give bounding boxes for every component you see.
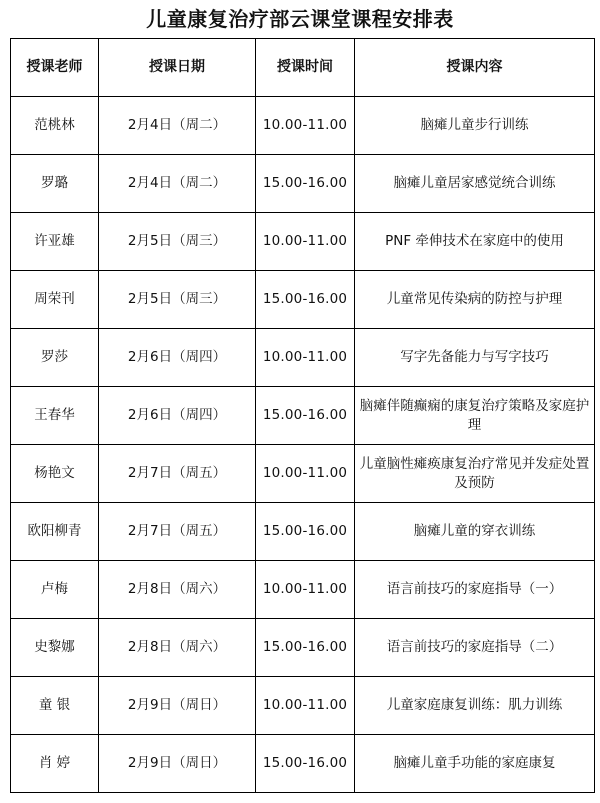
content-cell: 脑瘫儿童居家感觉统合训练 <box>355 155 595 213</box>
teacher-cell: 罗莎 <box>11 329 99 387</box>
table-row <box>11 155 595 213</box>
table-row <box>11 213 595 271</box>
table-row <box>11 329 595 387</box>
time-cell: 15.00-16.00 <box>256 503 355 561</box>
content-cell: 脑瘫儿童步行训练 <box>355 97 595 155</box>
teacher-cell: 卢梅 <box>11 561 99 619</box>
time-cell: 15.00-16.00 <box>256 271 355 329</box>
content-cell: 儿童脑性瘫痪康复治疗常见并发症处置及预防 <box>355 445 595 503</box>
date-cell: 2月7日（周五） <box>99 445 256 503</box>
date-cell: 2月9日（周日） <box>99 677 256 735</box>
table-row <box>11 445 595 503</box>
table-row <box>11 561 595 619</box>
date-cell: 2月6日（周四） <box>99 329 256 387</box>
teacher-cell: 肖 婷 <box>11 735 99 793</box>
time-cell: 15.00-16.00 <box>256 619 355 677</box>
date-cell: 2月5日（周三） <box>99 271 256 329</box>
date-cell: 2月6日（周四） <box>99 387 256 445</box>
teacher-cell: 童 银 <box>11 677 99 735</box>
table-row <box>11 97 595 155</box>
time-cell: 10.00-11.00 <box>256 445 355 503</box>
table-row <box>11 619 595 677</box>
date-cell: 2月8日（周六） <box>99 619 256 677</box>
time-cell: 10.00-11.00 <box>256 561 355 619</box>
teacher-cell: 杨艳文 <box>11 445 99 503</box>
header-content: 授课内容 <box>355 39 595 97</box>
schedule-table <box>10 38 595 793</box>
header-row <box>11 39 595 97</box>
date-cell: 2月5日（周三） <box>99 213 256 271</box>
teacher-cell: 罗璐 <box>11 155 99 213</box>
content-cell: 脑瘫儿童的穿衣训练 <box>355 503 595 561</box>
date-cell: 2月8日（周六） <box>99 561 256 619</box>
date-cell: 2月9日（周日） <box>99 735 256 793</box>
content-cell: 语言前技巧的家庭指导（二） <box>355 619 595 677</box>
time-cell: 15.00-16.00 <box>256 387 355 445</box>
teacher-cell: 欧阳柳青 <box>11 503 99 561</box>
teacher-cell: 许亚雄 <box>11 213 99 271</box>
time-cell: 15.00-16.00 <box>256 155 355 213</box>
time-cell: 10.00-11.00 <box>256 213 355 271</box>
teacher-cell: 王春华 <box>11 387 99 445</box>
teacher-cell: 周荣刊 <box>11 271 99 329</box>
content-cell: 脑瘫伴随癫痫的康复治疗策略及家庭护理 <box>355 387 595 445</box>
table-row <box>11 271 595 329</box>
header-date: 授课日期 <box>99 39 256 97</box>
date-cell: 2月4日（周二） <box>99 97 256 155</box>
time-cell: 10.00-11.00 <box>256 97 355 155</box>
page-title: 儿童康复治疗部云课堂课程安排表 <box>146 7 454 31</box>
content-cell: 脑瘫儿童手功能的家庭康复 <box>355 735 595 793</box>
time-cell: 15.00-16.00 <box>256 735 355 793</box>
table-row <box>11 735 595 793</box>
content-cell: PNF 牵伸技术在家庭中的使用 <box>355 213 595 271</box>
content-cell: 语言前技巧的家庭指导（一） <box>355 561 595 619</box>
teacher-cell: 范桃林 <box>11 97 99 155</box>
table-row <box>11 387 595 445</box>
time-cell: 10.00-11.00 <box>256 329 355 387</box>
header-teacher: 授课老师 <box>11 39 99 97</box>
content-cell: 儿童家庭康复训练：肌力训练 <box>355 677 595 735</box>
time-cell: 10.00-11.00 <box>256 677 355 735</box>
table-row <box>11 503 595 561</box>
teacher-cell: 史黎娜 <box>11 619 99 677</box>
date-cell: 2月7日（周五） <box>99 503 256 561</box>
table-row <box>11 677 595 735</box>
content-cell: 写字先备能力与写字技巧 <box>355 329 595 387</box>
content-cell: 儿童常见传染病的防控与护理 <box>355 271 595 329</box>
header-time: 授课时间 <box>256 39 355 97</box>
date-cell: 2月4日（周二） <box>99 155 256 213</box>
